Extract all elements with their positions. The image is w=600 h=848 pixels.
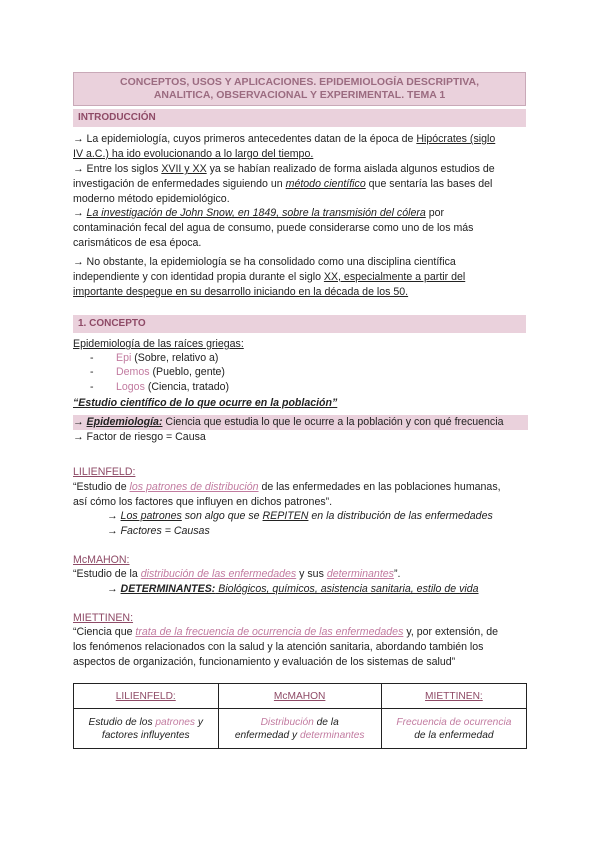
text: así cómo los factores que influyen en dichos patrones”.	[73, 495, 333, 508]
text: y sus	[296, 568, 327, 580]
title-line-2: ANALITICA, OBSERVACIONAL Y EXPERIMENTAL. TEMA 1	[153, 89, 446, 101]
text: → La epidemiología, cuyos primeros antecedentes datan de la época de	[73, 133, 417, 145]
text: de la enfermedad	[414, 729, 494, 741]
author-mcmahon: McMAHON:	[73, 554, 130, 566]
list-item	[90, 365, 229, 379]
text: Frecuencia de ocurrencia	[396, 716, 512, 728]
text: → Entre los siglos	[73, 163, 162, 175]
intro-paragraph-3	[73, 206, 528, 250]
text: de la	[313, 716, 339, 728]
mcmahon-definition	[73, 567, 528, 582]
text: de las enfermedades en las poblaciones humanas,	[258, 481, 501, 493]
lilienfeld-notes	[107, 509, 527, 539]
mcmahon-notes	[107, 582, 527, 597]
text: moderno método epidemiológico.	[73, 192, 230, 205]
text: factores influyentes	[101, 729, 190, 741]
text: aspectos de organización, funcionamiento y evaluación de los sistemas de salud”	[73, 655, 456, 668]
text: “Ciencia que	[73, 626, 136, 638]
text: carismáticos de esa época.	[73, 236, 202, 249]
miettinen-definition	[73, 625, 528, 669]
text: son algo que se	[181, 510, 263, 522]
table-cell-mcmahon	[218, 709, 381, 749]
text: Distribución	[260, 716, 314, 728]
list-item	[90, 380, 229, 394]
text: →	[73, 416, 87, 428]
text: ”.	[393, 568, 401, 580]
table-cell-lilienfeld	[74, 709, 219, 749]
text: Biológicos, químicos, asistencia sanitaria, estilo de vida	[215, 583, 479, 595]
text: (Pueblo, gente)	[149, 366, 225, 379]
text: (Sobre, relativo a)	[131, 352, 219, 364]
text: y	[195, 716, 203, 728]
title-line-1: CONCEPTOS, USOS Y APLICACIONES. EPIDEMIOLOGÍA DESCRIPTIVA,	[120, 76, 479, 88]
text: contaminación fecal del agua de consumo, puede considerarse como uno de los más	[73, 221, 474, 234]
text: investigación de enfermedades siguiendo un	[73, 177, 286, 190]
text: ha ido evolucionando a lo largo del tiempo.	[108, 147, 314, 160]
text: determinantes	[299, 729, 365, 741]
risk-factor-line: → Factor de riesgo = Causa	[73, 431, 206, 443]
text: → No obstante, la epidemiología se ha consolidado como una disciplina científica	[73, 256, 456, 268]
section-heading-introduccion: INTRODUCCIÓN	[73, 109, 526, 127]
author-miettinen: MIETTINEN:	[73, 612, 134, 624]
text: por	[425, 207, 445, 219]
concept-quote: “Estudio científico de lo que ocurre en la población”	[73, 397, 338, 409]
comparison-table	[73, 683, 527, 749]
text: ya se habían realizado de forma aislada algunos estudios de	[206, 163, 495, 175]
text: método científico	[285, 177, 366, 190]
text: independiente y con identidad propia durante el siglo	[73, 270, 324, 283]
roots-title: Epidemiología de las raíces griegas:	[73, 338, 244, 350]
text: XX, especialmente a partir del	[323, 270, 466, 283]
text: Epidemiología:	[86, 416, 163, 428]
text: determinantes	[326, 568, 394, 580]
intro-paragraph-4	[73, 255, 528, 299]
text: enfermedad y	[234, 729, 300, 741]
text: Epi	[116, 352, 132, 364]
table-header-miettinen: MIETTINEN:	[381, 684, 526, 709]
text: →	[107, 510, 121, 522]
text: los patrones de distribución	[129, 481, 259, 493]
text: trata de la frecuencia de ocurrencia de las enfermedades	[135, 626, 404, 638]
text: REPITEN	[262, 510, 309, 522]
text: Hipócrates (siglo	[416, 133, 496, 145]
text: en la distribución de las enfermedades	[308, 510, 493, 522]
table-header-mcmahon: McMAHON	[218, 684, 381, 709]
greek-roots-list	[90, 351, 229, 394]
definition-highlight	[73, 415, 528, 430]
section-heading-concepto: 1. CONCEPTO	[73, 315, 526, 333]
text: patrones	[155, 716, 196, 728]
table-header-row	[74, 684, 527, 709]
table-cell-miettinen	[381, 709, 526, 749]
intro-paragraph-2	[73, 162, 528, 206]
text: Demos	[116, 366, 150, 379]
table-row	[74, 709, 527, 749]
text: →	[107, 583, 121, 595]
text: La investigación de John Snow, en 1849, sobre la transmisión del cólera	[86, 207, 426, 219]
text: y, por extensión, de	[403, 626, 498, 638]
text: → Factores = Causas	[107, 524, 210, 537]
author-lilienfeld: LILIENFELD:	[73, 466, 136, 478]
text: Estudio de los	[88, 716, 156, 728]
text: (Ciencia, tratado)	[144, 380, 230, 393]
text: que sentaría las bases del	[365, 177, 493, 190]
text: los fenómenos relacionados con la salud y la atención sanitaria, abordando también los	[73, 640, 484, 653]
text: “Estudio de la	[73, 568, 141, 580]
text: →	[73, 207, 87, 219]
text: “Estudio de	[73, 481, 130, 493]
list-item	[90, 351, 229, 365]
text: distribución de las enfermedades	[140, 568, 297, 580]
text: Logos	[116, 380, 145, 393]
text: Los patrones	[120, 510, 182, 522]
text: importante despegue en su desarrollo iniciando en la década de los 50.	[73, 285, 409, 298]
text: IV a.C.)	[73, 147, 109, 160]
intro-paragraph-1	[73, 132, 528, 162]
lilienfeld-definition	[73, 480, 528, 510]
text: DETERMINANTES:	[120, 583, 216, 595]
document-title	[73, 72, 526, 106]
text: Ciencia que estudia lo que le ocurre a la población y con qué frecuencia	[162, 416, 504, 428]
table-header-lilienfeld: LILIENFELD:	[74, 684, 219, 709]
text: XVII y XX	[161, 163, 207, 175]
